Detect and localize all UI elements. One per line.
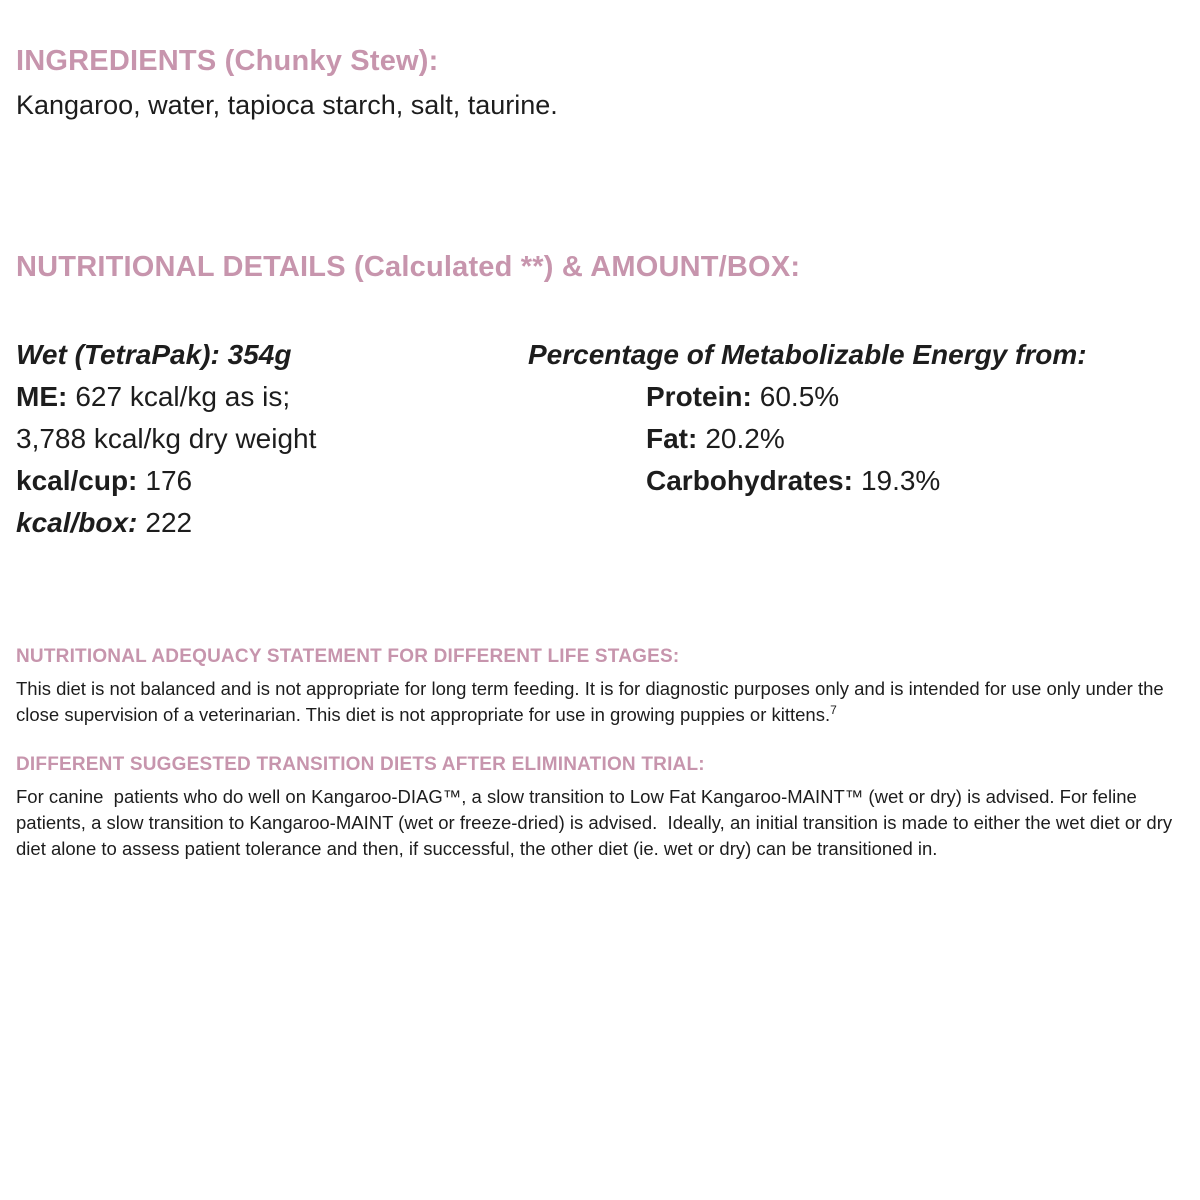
me-label: ME: <box>16 381 68 412</box>
kcal-box-label: kcal/box: <box>16 507 138 538</box>
kcal-box-line <box>16 502 528 544</box>
transition-body: For canine patients who do well on Kangaroo-DIAG™, a slow transition to Low Fat Kangaroo-MAINT™ (wet or dry) is advised. For feline patients, a slow transition to Kangaroo-MAINT (wet or freeze-dried) is advised. Ideally, an initial transition is made to either the wet diet or dry diet alone to assess patient tolerance and then, if successful, the other diet (ie. wet or dry) can be transitioned in. <box>16 785 1178 859</box>
transition-section <box>16 754 1184 862</box>
protein-label: Protein: <box>646 381 752 412</box>
dry-weight-line <box>16 418 528 460</box>
fat-row <box>646 418 1184 460</box>
fat-value: 20.2% <box>705 423 785 454</box>
adequacy-heading: NUTRITIONAL ADEQUACY STATEMENT FOR DIFFERENT LIFE STAGES: <box>16 646 680 667</box>
wet-details-column <box>16 334 528 544</box>
ingredients-heading: INGREDIENTS (Chunky Stew): <box>16 45 439 77</box>
nutritional-details-columns <box>16 334 1184 544</box>
me-line <box>16 376 528 418</box>
protein-row <box>646 376 1184 418</box>
kcal-cup-line <box>16 460 528 502</box>
adequacy-section <box>16 646 1184 728</box>
energy-rows <box>528 376 1184 502</box>
kcal-box-value: 222 <box>145 507 193 538</box>
adequacy-body-paragraph <box>16 676 1184 728</box>
energy-column <box>528 334 1184 502</box>
me-value: 627 kcal/kg as is; <box>75 381 291 412</box>
energy-title: Percentage of Metabolizable Energy from: <box>528 339 1087 370</box>
nutritional-details-heading-section <box>16 250 1184 285</box>
ingredients-body: Kangaroo, water, tapioca starch, salt, taurine. <box>16 89 558 120</box>
adequacy-footnote-7: 7 <box>830 702 837 717</box>
fat-label: Fat: <box>646 423 698 454</box>
carbohydrates-row <box>646 460 1184 502</box>
kcal-cup-value: 176 <box>145 465 193 496</box>
dry-weight-value: 3,788 kcal/kg dry weight <box>16 423 317 454</box>
adequacy-body: This diet is not balanced and is not appropriate for long term feeding. It is for diagnostic purposes only and is intended for use only under the close supervision of a veterinarian. This diet is not appropriate for use in growing puppies or kittens. <box>16 677 1169 725</box>
protein-value: 60.5% <box>759 381 840 412</box>
kcal-cup-label: kcal/cup: <box>16 465 138 496</box>
carbohydrates-value: 19.3% <box>860 465 941 496</box>
nutritional-details-heading: NUTRITIONAL DETAILS (Calculated **) & AMOUNT/BOX: <box>16 251 801 283</box>
carbohydrates-label: Carbohydrates: <box>646 465 853 496</box>
wet-title: Wet (TetraPak): 354g <box>16 339 292 370</box>
transition-heading: DIFFERENT SUGGESTED TRANSITION DIETS AFTER ELIMINATION TRIAL: <box>16 754 705 775</box>
ingredients-section <box>16 44 1184 123</box>
